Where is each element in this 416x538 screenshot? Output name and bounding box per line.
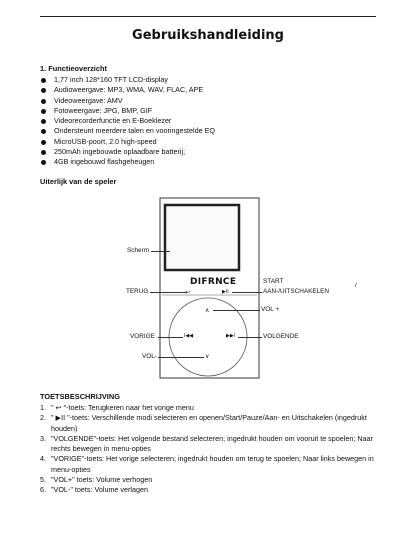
back-key[interactable]: ↩ [185,290,191,296]
list-item: 4. "VORIGE"-toets: Het vorige selecteren; ingedrukt houden om terug te spoelen; Naar links bewegen in menu-opties [40,454,374,474]
keys-heading: TOETSBESCHRIJVING [40,392,120,401]
appearance-heading: Uiterlijk van de speler [40,177,117,186]
list-item: 5. "VOL+" toets: Volume verhogen [40,475,153,485]
prev-leader [158,337,183,338]
list-item: Audioweergave: MP3, WMA, WAV, FLAC, APE [40,85,215,95]
next-label: VOLGENDE [263,333,299,340]
vol-up-key[interactable]: ∧ [205,308,210,314]
list-item: 1,77 inch 128*160 TFT LCD-display [40,75,215,85]
screen-leader [151,251,170,252]
brand-logo: DIFRNCE [190,277,237,287]
list-item: 250mAh ingebouwde oplaadbare batterij; [40,147,215,157]
back-label: TERUG [126,288,149,295]
start-label: START [263,278,284,285]
list-item: Ondersteunt meerdere talen en vooringestelde EQ [40,126,215,136]
prev-label: VORIGE [130,333,155,340]
next-leader [238,337,262,338]
vol-down-leader [158,357,204,358]
vol-down-label: VOL- [142,353,157,360]
vol-up-label: VOL + [261,306,280,313]
list-item: 3. "VOLGENDE"-toets: Het volgende bestand selecteren; ingedrukt houden om vooruit te spoelen; Naar rechts bewegen in menu-opties [40,433,373,454]
overview-heading: 1. Functieoverzicht [40,64,107,73]
prev-key[interactable]: I◀◀ [184,333,194,339]
back-leader [150,292,187,293]
list-item: MicroUSB-poort, 2.0 high-speed [40,137,215,147]
vol-up-leader [213,310,260,311]
power-label: AAN-/UITSCHAKELEN [263,288,330,295]
list-item: Fotoweergave: JPG, BMP, GIF [40,106,215,116]
play-pause-key[interactable]: ▶II [222,289,229,295]
vol-down-key[interactable]: ∨ [205,354,210,360]
player-screen [165,205,239,270]
screen-label: Scherm [127,247,150,254]
next-key[interactable]: ▶▶I [226,333,236,339]
marker-label: / [355,282,357,289]
page-title: Gebruikshandleiding [132,28,284,43]
power-leader [232,292,262,293]
list-item: 6. "VOL-" toets: Volume verlagen [40,485,148,495]
list-item: 2. " ▶II "-toets: Verschillende modi selecteren en openen/Start/Pauze/Aan- en Uitschakelen (ingedrukt houden) [40,413,367,433]
list-item: 1. " ↩ "-toets: Terugkeren naar het vorige menu [40,403,194,412]
list-item: Videoweergave: AMV [40,96,215,106]
list-item: 4GB ingebouwd flashgeheugen [40,157,215,167]
list-item: Videorecorderfunctie en E-Boeklezer [40,116,215,126]
key-description-list [40,403,380,496]
